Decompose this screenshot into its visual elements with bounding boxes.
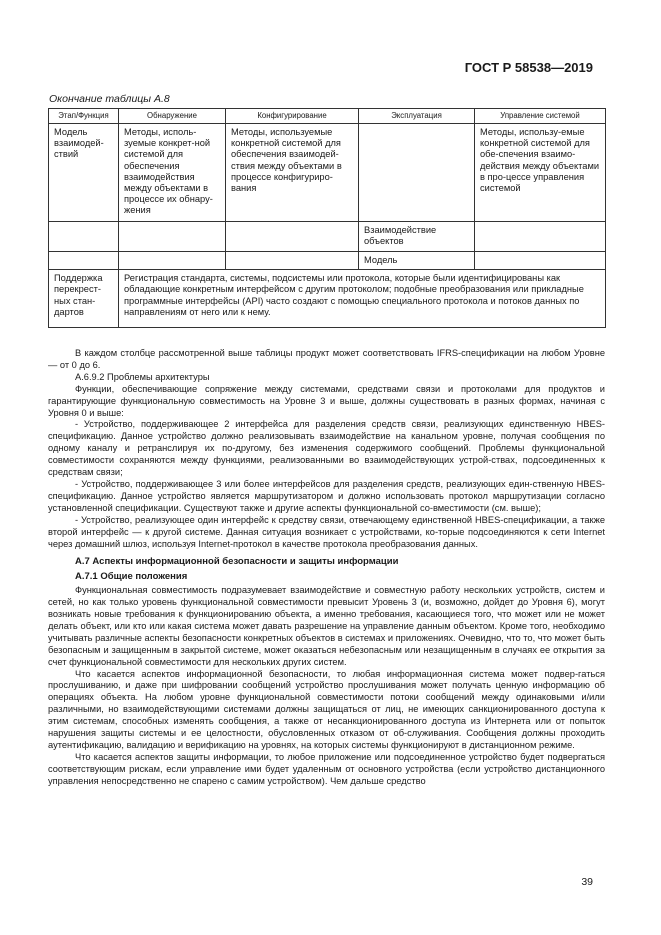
table-cell [49,222,119,252]
table-header-row [49,109,606,124]
column-header: Эксплуатация [359,109,475,124]
paragraph: Функции, обеспечивающие сопряжение между системами, средствами связи и протоколами для продуктов и гарантирующие функциональную совместимость на Уровне 3 и выше, должны существовать в разных формах, начиная с Уровня 0 и выше: [48,383,605,418]
functions-table [48,108,606,328]
table-row [49,252,606,270]
table-cell: Модель взаимодей-ствий [49,124,119,222]
section-heading: А.7 Аспекты информационной безопасности и защиты информации [75,556,399,568]
column-header: Управление системой [475,109,606,124]
subsection-heading: А.7.1 Общие положения [75,571,188,583]
table-cell: Взаимодействие объектов [359,222,475,252]
column-header: Этап/Функция [49,109,119,124]
table-cell [49,252,119,270]
page-number: 39 [581,876,593,888]
body-text [48,348,605,788]
paragraph: Что касается аспектов защиты информации, то любое приложение или подсоединенное устройство будет подвергаться соответствующим рискам, если управление ими будет удаленным от основного устройства (если устройство дистанционного управления непосредственно не спарено с самим устройством). Чем дальше средство [48,751,605,786]
list-item: - Устройство, поддерживающее 3 или более интерфейсов для разделения средств, реализующих един-ственную HBES-спецификацию. Данное устройство является маршрутизатором и должно использовать протокол маршрутизации согласно установленной спецификации. Существуют также и другие аспекты функциональной со-вместимости (см. выше); [48,478,605,513]
table-cell: Поддержка перекрест-ных стан-дартов [49,270,119,328]
list-item: - Устройство, реализующее один интерфейс к средству связи, отвечающему единственной HBES-спецификации, а также второй интерфейс — к другой системе. Данная ситуация возникает с устройствами, ко-торые подсоединяются к сети Internet через домашний шлюз, используя Internet-протокол в качестве протокола преобразования данных. [48,514,605,549]
table-cell [119,252,226,270]
table-cell [119,222,226,252]
table-cell: Регистрация стандарта, системы, подсистемы или протокола, которые были идентифицированы как обладающие конкретным интерфейсом с другим протоколом; подобные преобразования или прикладные программные интерфейсы (API) часто создают с помощью специального протокола и потоков данных по направлениям от него или к нему. [119,270,606,328]
table-caption: Окончание таблицы А.8 [49,93,170,105]
table-row [49,124,606,222]
paragraph: Что касается аспектов информационной безопасности, то любая информационная система может подвер-гаться прослушиванию, и даже при шифровании сообщений устройство прослушивания может получать ценную информацию об операциях объекта. На любом уровне функциональной совместимости потоки сообщений между одинаковыми и/или различными, но взаимодействующими системами должны защищаться от лиц, не имеющих санкционированного доступа к этим системам, способных изменять сообщения, а также от несанкционированного доступа из Интернета или от попыток нарушения защиты системы и ее целостности, обусловленных отказом от об-служивания. Сообщения должны проходить аутентификацию, валидацию и верификацию на уровнях, на которых системы функционируют в дистанционном режиме. [48,668,605,750]
list-item: - Устройство, поддерживающее 2 интерфейса для разделения средств связи, реализующих единственную HBES-спецификацию. Данное устройство должно реализовывать взаимодействие на канальном уровне, получая сообщения по одному каналу и ретранслируя их по-другому, без изменения содержимого сообщений. Проблемы функциональной совместимости сохраняются между функциями, реализованными во взаимодействующих устрой-ствах, подсоединенных к средствам связи; [48,419,605,478]
table-row [49,222,606,252]
table-cell: Методы, используемые конкретной системой для обеспечения взаимодей-ствия между объектами в процессе конфигуриро-вания [226,124,359,222]
table-cell [226,222,359,252]
table-cell [475,222,606,252]
table-cell: Методы, исполь-зуемые конкрет-ной системой для обеспечения взаимодействия между объектами в процессе их обнару-жения [119,124,226,222]
column-header: Конфигурирование [226,109,359,124]
table-cell: Модель [359,252,475,270]
table-cell: Методы, использу-емые конкретной системой для обе-спечения взаимо-действия между объектами в про-цессе управления системой [475,124,606,222]
table-cell [226,252,359,270]
table-cell [475,252,606,270]
paragraph: В каждом столбце рассмотренной выше таблицы продукт может соответствовать IFRS-спецификации на любом Уровне — от 0 до 6. [48,348,605,370]
table-row [49,270,606,328]
standard-designation: ГОСТ Р 58538—2019 [464,60,593,75]
paragraph: Функциональная совместимость подразумевает взаимодействие и совместную работу нескольких устройств, систем и сетей, но как только уровень функциональной совместимости превысит Уровень 3 (и, возможно, дойдет до Уровня 6), могут возникать новые требования к функционированию объекта, а именно требования, касающиеся того, что может или не может делать объект, или кто или какая система может давать разрешение на управление данным объектом. Кроме того, необходимо учитывать различные аспекты безопасности конкретных объектов в системах и приложениях. Очевидно, что то, что может быть безопасным и защищенным в закрытой системе, может оказаться небезопасным или незащищенным в случаях ее открытия за счет функциональной совместимости для нескольких других систем. [48,585,605,667]
subsection-heading: А.6.9.2 Проблемы архитектуры [75,371,210,382]
table-cell [359,124,475,222]
column-header: Обнаружение [119,109,226,124]
